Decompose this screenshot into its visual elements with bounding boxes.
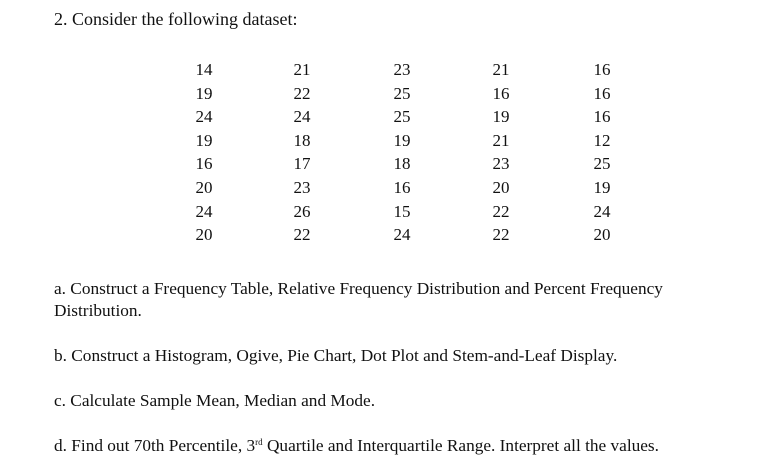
dataset-value: 22 [492,225,510,245]
dataset-column [282,58,322,247]
question-d-text: d. Find out 70th Percentile, 3 [54,436,256,455]
question-heading: 2. Consider the following dataset: [54,9,298,29]
dataset-value: 17 [293,154,311,174]
dataset-value: 20 [195,225,213,245]
dataset-column [382,58,422,247]
dataset-value: 18 [293,130,311,150]
dataset-value: 23 [393,60,411,79]
dataset-value: 24 [195,107,213,127]
dataset-value: 16 [593,107,611,127]
dataset-value: 25 [593,154,611,174]
dataset-value: 19 [492,107,510,127]
dataset-table [0,58,764,258]
dataset-value: 22 [492,201,510,221]
dataset-value: 12 [593,130,611,150]
question-c: c. Calculate Sample Mean, Median and Mode. [54,391,376,410]
dataset-value: 22 [293,225,311,245]
dataset-value: 16 [492,83,510,103]
dataset-column [481,58,521,247]
dataset-value: 20 [195,177,213,197]
dataset-value: 19 [393,130,411,150]
dataset-value: 24 [195,201,213,221]
dataset-value: 15 [393,201,411,221]
dataset-value: 16 [195,154,213,174]
dataset-value: 26 [293,201,311,221]
dataset-value: 25 [393,83,411,103]
question-d [54,435,659,457]
dataset-value: 19 [593,177,611,197]
dataset-value: 19 [195,130,213,150]
question-d-text-end: Quartile and Interquartile Range. Interpret all the values. [262,436,659,455]
dataset-value: 22 [293,83,311,103]
dataset-value: 16 [393,177,411,197]
dataset-value: 21 [293,60,311,79]
dataset-column [582,58,622,247]
question-a-line-2: Distribution. [54,301,142,320]
dataset-value: 19 [195,83,213,103]
dataset-value: 24 [293,107,311,127]
dataset-value: 18 [393,154,411,174]
dataset-value: 24 [593,201,611,221]
dataset-value: 16 [593,60,611,79]
dataset-value: 14 [195,60,213,79]
question-d-ordinal-suffix: rd [255,437,263,447]
dataset-value: 23 [492,154,510,174]
dataset-value: 25 [393,107,411,127]
dataset-column [184,58,224,247]
question-a-line-1: a. Construct a Frequency Table, Relative Frequency Distribution and Percent Frequency [54,279,663,298]
dataset-value: 21 [492,60,510,79]
dataset-value: 21 [492,130,510,150]
dataset-value: 20 [492,177,510,197]
dataset-value: 24 [393,225,411,245]
dataset-value: 23 [293,177,311,197]
dataset-value: 20 [593,225,611,245]
question-b: b. Construct a Histogram, Ogive, Pie Chart, Dot Plot and Stem-and-Leaf Display. [54,346,618,365]
dataset-value: 16 [593,83,611,103]
